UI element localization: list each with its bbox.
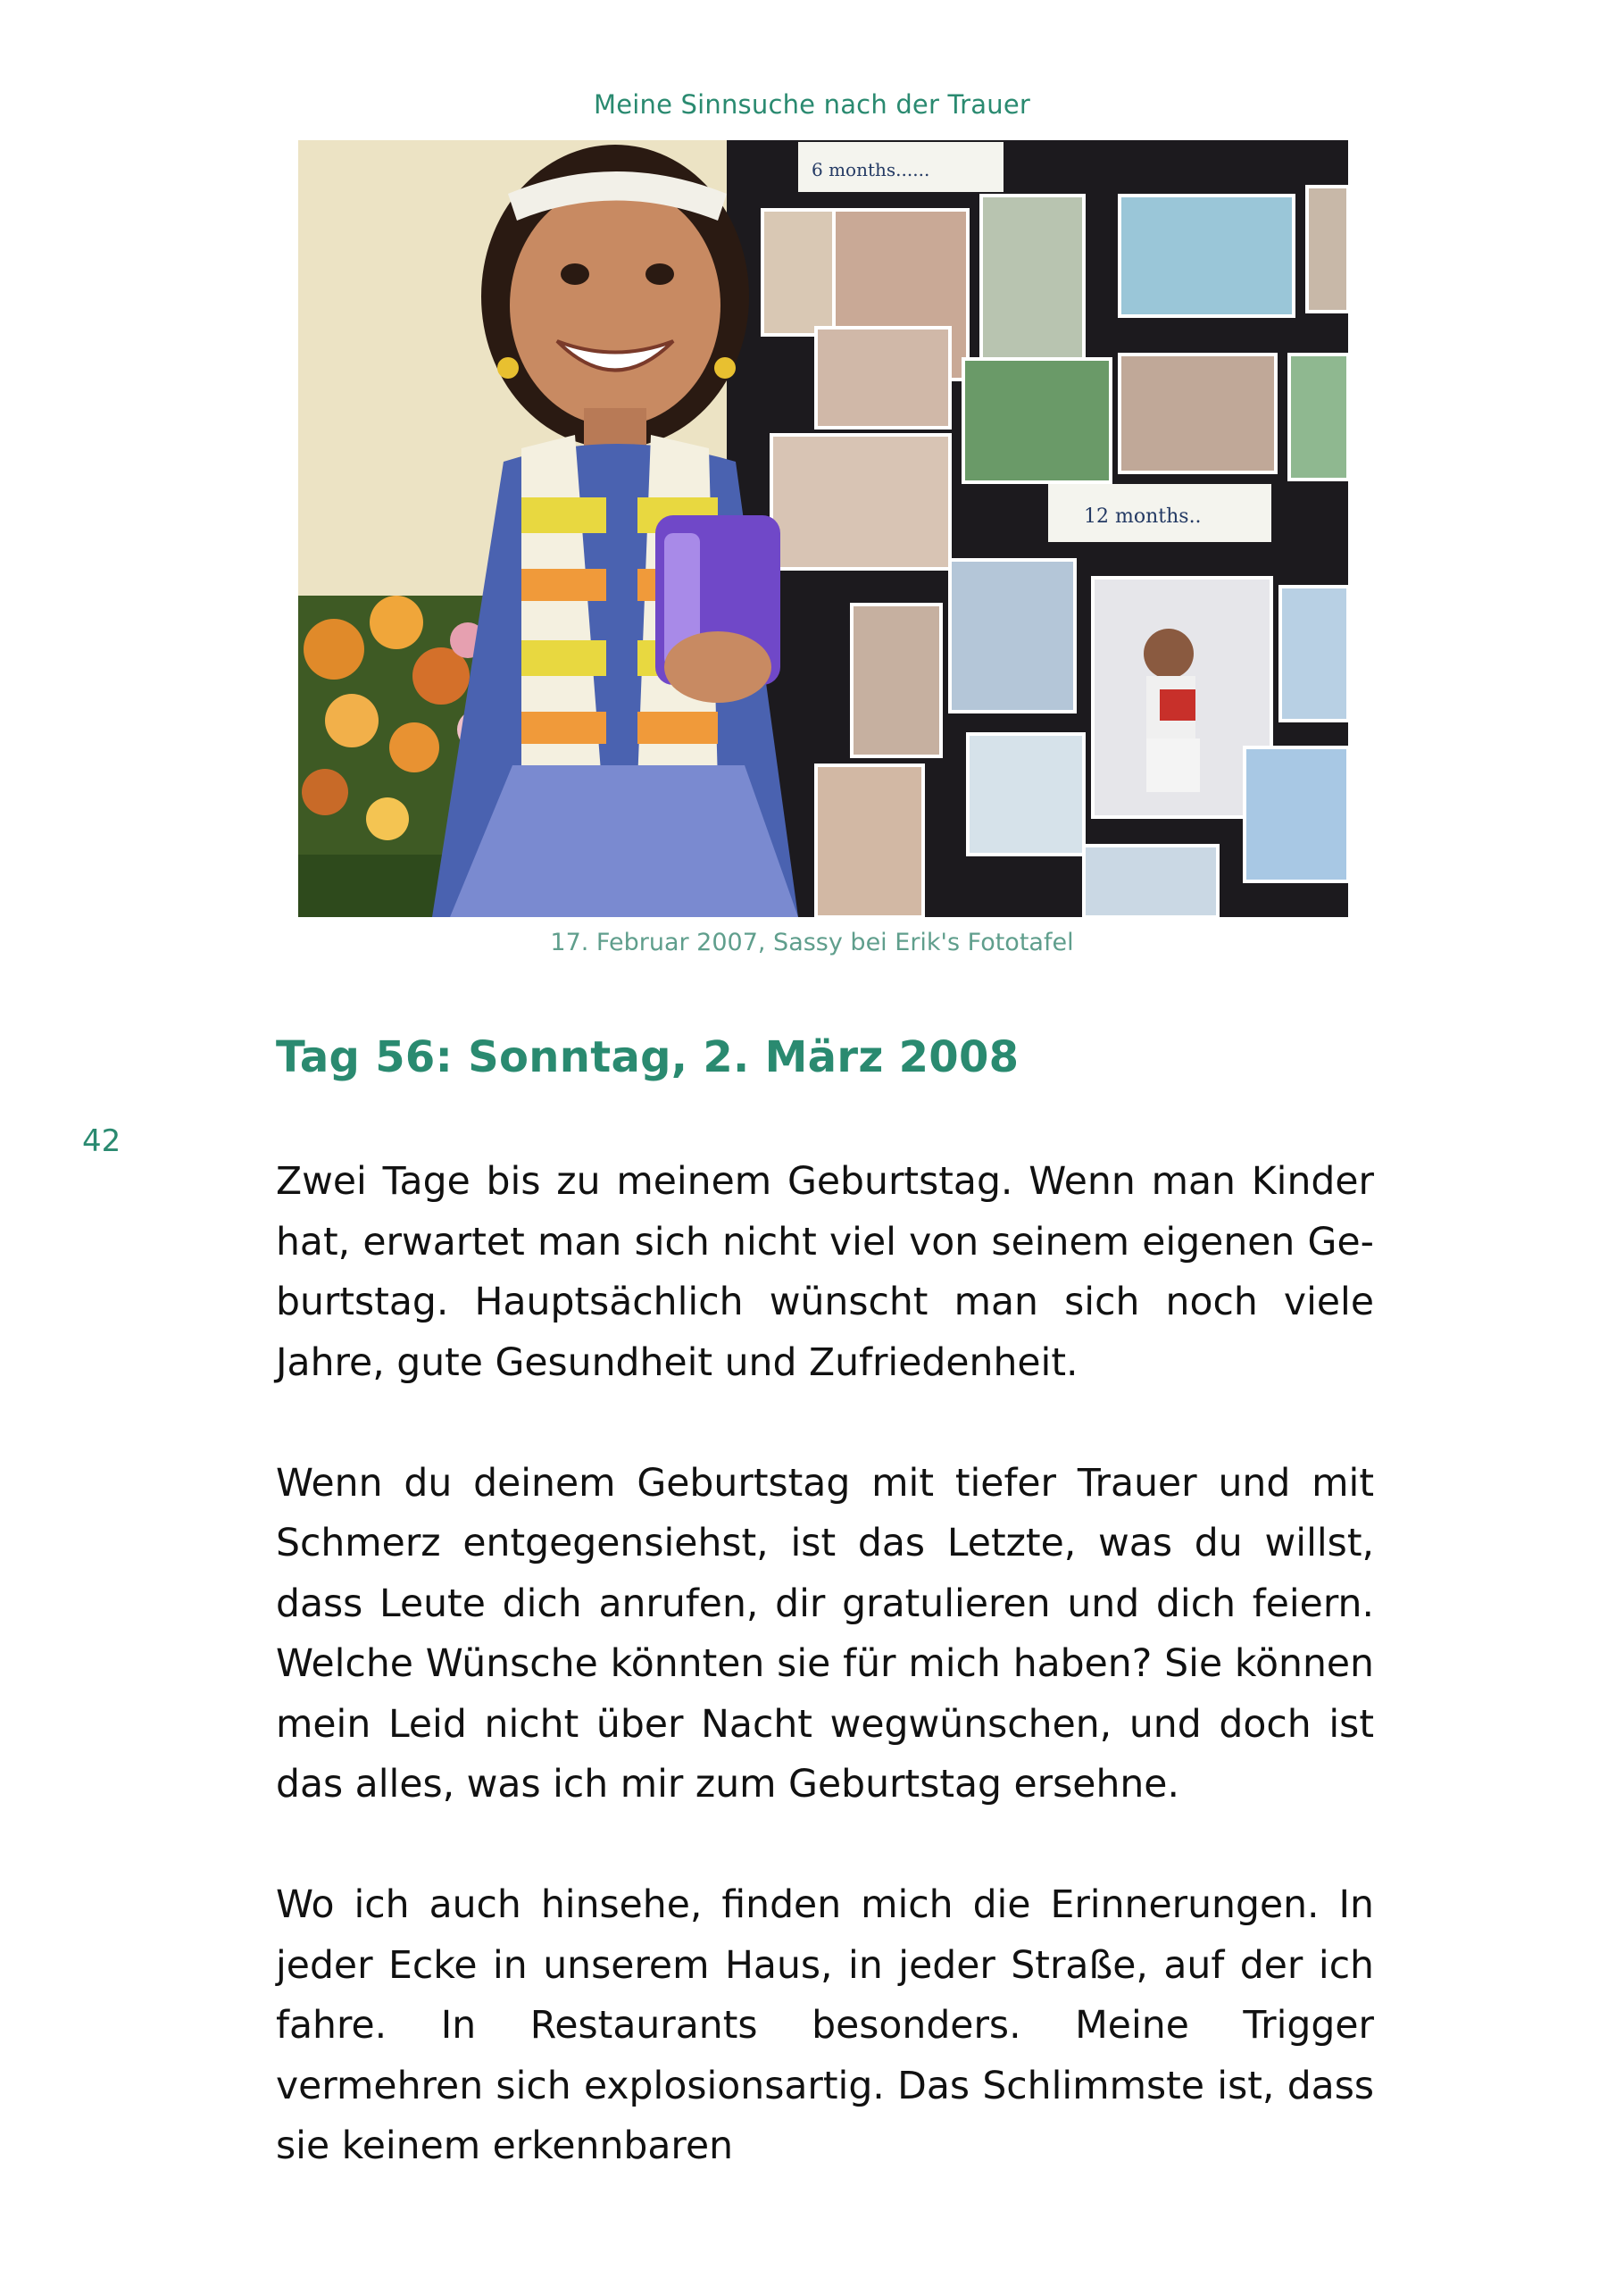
- svg-text:6 months......: 6 months......: [812, 159, 930, 180]
- svg-text:12 months..: 12 months..: [1084, 505, 1202, 528]
- photo-caption: 17. Februar 2007, Sassy bei Erik's Fototafel: [550, 929, 1074, 956]
- photo-sassy-at-photo-board: [298, 140, 1348, 917]
- entry-heading: Tag 56: Sonntag, 2. März 2008: [276, 1032, 1020, 1082]
- paragraph: Wenn du deinem Geburtstag mit tiefer Trauer und mit Schmerz entgegensiehst, ist das Letzte, was du willst, dass Leute dich anrufen, dir gratulieren und dich feiern. Welche Wünsche könnten sie für mich haben? Sie können mein Leid nicht über Nacht wegwünschen, und doch ist das alles, was ich mir zum Geburtstag ersehne.: [276, 1461, 1374, 1807]
- running-header: Meine Sinnsuche nach der Trauer: [593, 89, 1031, 120]
- board-label-12-months: [1048, 484, 1271, 542]
- paragraph: Wo ich auch hinsehe, finden mich die Erinnerungen. In jeder Ecke in unserem Haus, in jeder Straße, auf der ich fahre. In Restaurants besonders. Meine Trigger vermehren sich explosionsartig. Das Schlimmste ist, dass sie keinem erkennbaren: [276, 1883, 1374, 2168]
- board-label-6-months: [798, 142, 1004, 192]
- page-number: 42: [82, 1123, 121, 1159]
- body-text: [276, 1152, 1374, 2237]
- paragraph: Zwei Tage bis zu meinem Geburtstag. Wenn man Kinder hat, erwartet man sich nicht viel von seinem eigenen Geburtstag. Hauptsächlich wünscht man sich noch viele Jahre, gute Gesundheit und Zufriedenheit.: [276, 1160, 1374, 1385]
